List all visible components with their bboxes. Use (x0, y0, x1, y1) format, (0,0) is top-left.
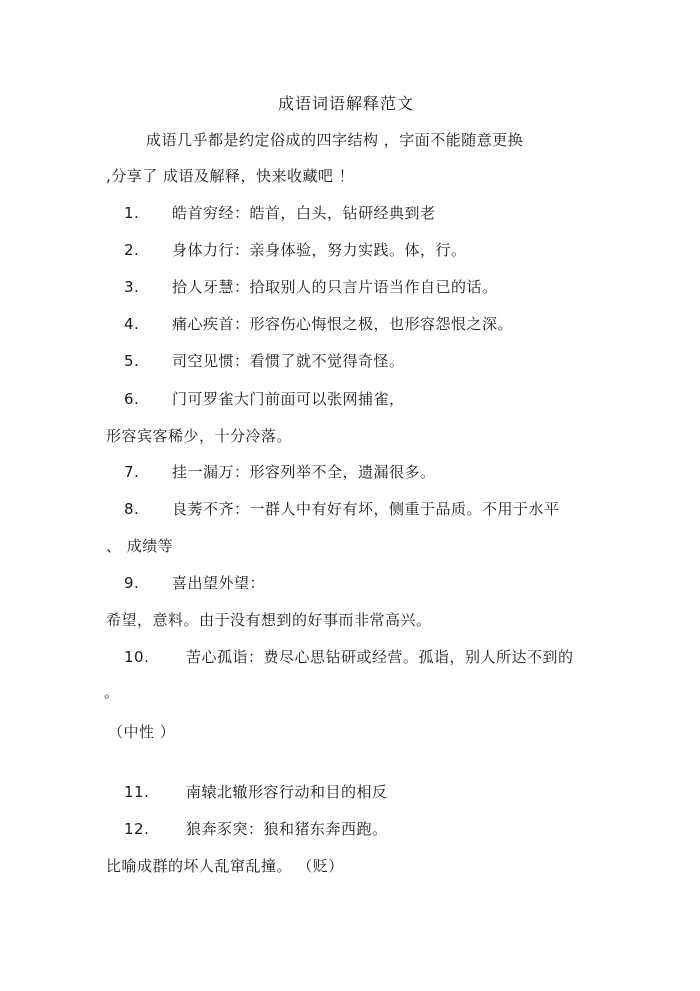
intro-line-2: ,分享了 成语及解释，快来收藏吧 ！ (106, 167, 355, 185)
item-text: 狼奔豕突：狼和猪东奔西跑。 (186, 820, 388, 838)
item-text: 苦心孤诣：费尽心思钻研或经营。孤诣，别人所达不到的 (186, 648, 574, 666)
item-number: 9. (124, 574, 140, 592)
item-number: 8. (124, 500, 140, 518)
item-number: 7. (124, 463, 140, 481)
list-item (124, 277, 498, 297)
list-item (124, 203, 436, 223)
item-text: 拾人牙慧：拾取别人的只言片语当作自已的话。 (172, 278, 498, 296)
item-note: （中性 ） (108, 723, 176, 741)
item-text: 良莠不齐：一群人中有好有坏，侧重于品质。不用于水平 (172, 500, 560, 518)
item-number: 5. (124, 352, 140, 370)
item-number: 3. (124, 278, 140, 296)
item-number: 6. (124, 390, 140, 408)
list-item (124, 314, 513, 334)
list-item (124, 462, 436, 482)
list-item (124, 819, 388, 839)
list-item (124, 351, 405, 371)
item-continuation: 。 (104, 683, 120, 701)
list-item (124, 647, 574, 667)
item-number: 4. (124, 315, 140, 333)
list-item (124, 499, 560, 519)
item-continuation: 比喻成群的坏人乱窜乱撞。 （贬） (106, 857, 344, 875)
item-text: 喜出望外望： (172, 574, 266, 592)
list-item (124, 782, 388, 802)
item-continuation: 、 成绩等 (106, 537, 174, 555)
item-text: 挂一漏万：形容列举不全，遗漏很多。 (172, 463, 436, 481)
item-number: 1. (124, 204, 140, 222)
item-number: 10. (124, 648, 150, 666)
item-text: 司空见惯：看惯了就不觉得奇怪。 (172, 352, 405, 370)
item-text: 皓首穷经：皓首，白头，钻研经典到老 (172, 204, 436, 222)
intro-line-1: 成语几乎都是约定俗成的四字结构 ，字面不能随意更换 (146, 131, 524, 149)
item-continuation: 形容宾客稀少，十分冷落。 (106, 427, 293, 445)
item-text: 南辕北辙形容行动和目的相反 (186, 783, 388, 801)
list-item (124, 573, 265, 593)
list-item (124, 389, 405, 409)
document-title: 成语词语解释范文 (278, 94, 415, 113)
item-continuation: 希望，意料。由于没有想到的好事而非常高兴。 (106, 611, 432, 629)
item-text: 身体力行：亲身体验，努力实践。体，行。 (172, 241, 467, 259)
item-text: 痛心疾首：形容伤心悔恨之极，也形容怨恨之深。 (172, 315, 514, 333)
item-number: 11. (124, 783, 150, 801)
list-item (124, 240, 467, 260)
item-number: 12. (124, 820, 150, 838)
item-text: 门可罗雀大门前面可以张网捕雀， (172, 390, 405, 408)
item-number: 2. (124, 241, 140, 259)
